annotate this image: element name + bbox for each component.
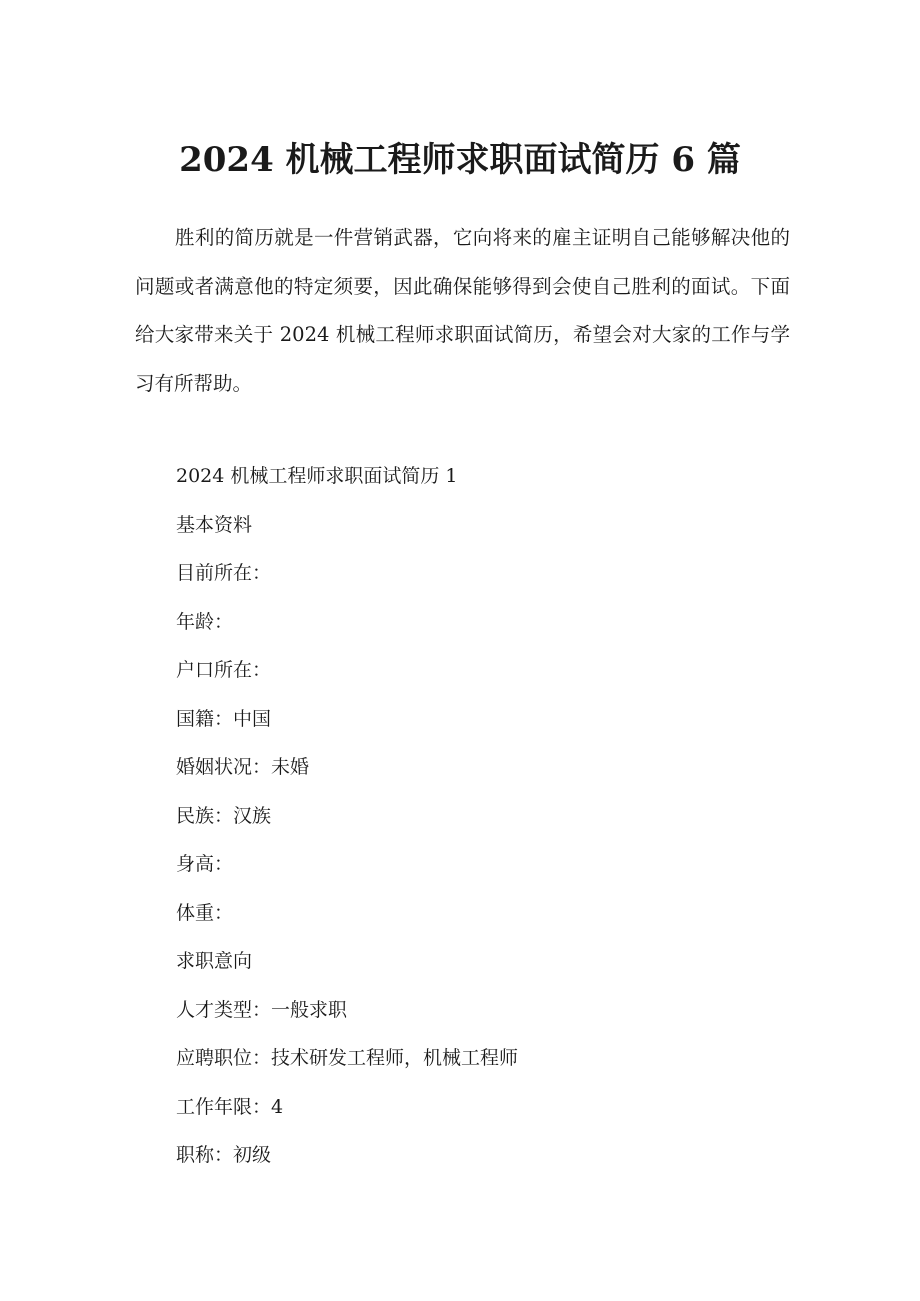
resume-lines [176, 452, 796, 1180]
household-registration-line: 户口所在： [176, 659, 272, 681]
talent-type-line: 人才类型：一般求职 [176, 998, 348, 1021]
ethnicity-line: 民族：汉族 [176, 804, 272, 827]
applied-position-line: 应聘职位：技术研发工程师，机械工程师 [176, 1047, 519, 1069]
work-years-line: 工作年限：4 [176, 1095, 284, 1118]
age-line: 年龄： [176, 610, 234, 633]
nationality-line: 国籍：中国 [176, 707, 272, 730]
height-line: 身高： [176, 853, 234, 875]
basic-info-heading: 基本资料 [176, 513, 253, 536]
job-title-line: 职称：初级 [176, 1144, 272, 1166]
job-intention-heading: 求职意向 [176, 950, 253, 972]
weight-line: 体重： [176, 901, 234, 924]
resume-section-heading: 2024 机械工程师求职面试简历 1 [176, 465, 458, 487]
current-location-line: 目前所在： [176, 562, 272, 584]
intro-paragraph: 胜利的简历就是一件营销武器，它向将来的雇主证明自己能够解决他的问题或者满意他的特定须要，因此确保能够得到会使自己胜利的面试。下面给大家带来关于 2024 机械工程师求职面试简历，希望会对大家的工作与学习有所帮助。 [135, 226, 790, 395]
marital-status-line: 婚姻状况：未婚 [176, 756, 310, 778]
document-title: 2024 机械工程师求职面试简历 6 篇 [179, 140, 741, 180]
